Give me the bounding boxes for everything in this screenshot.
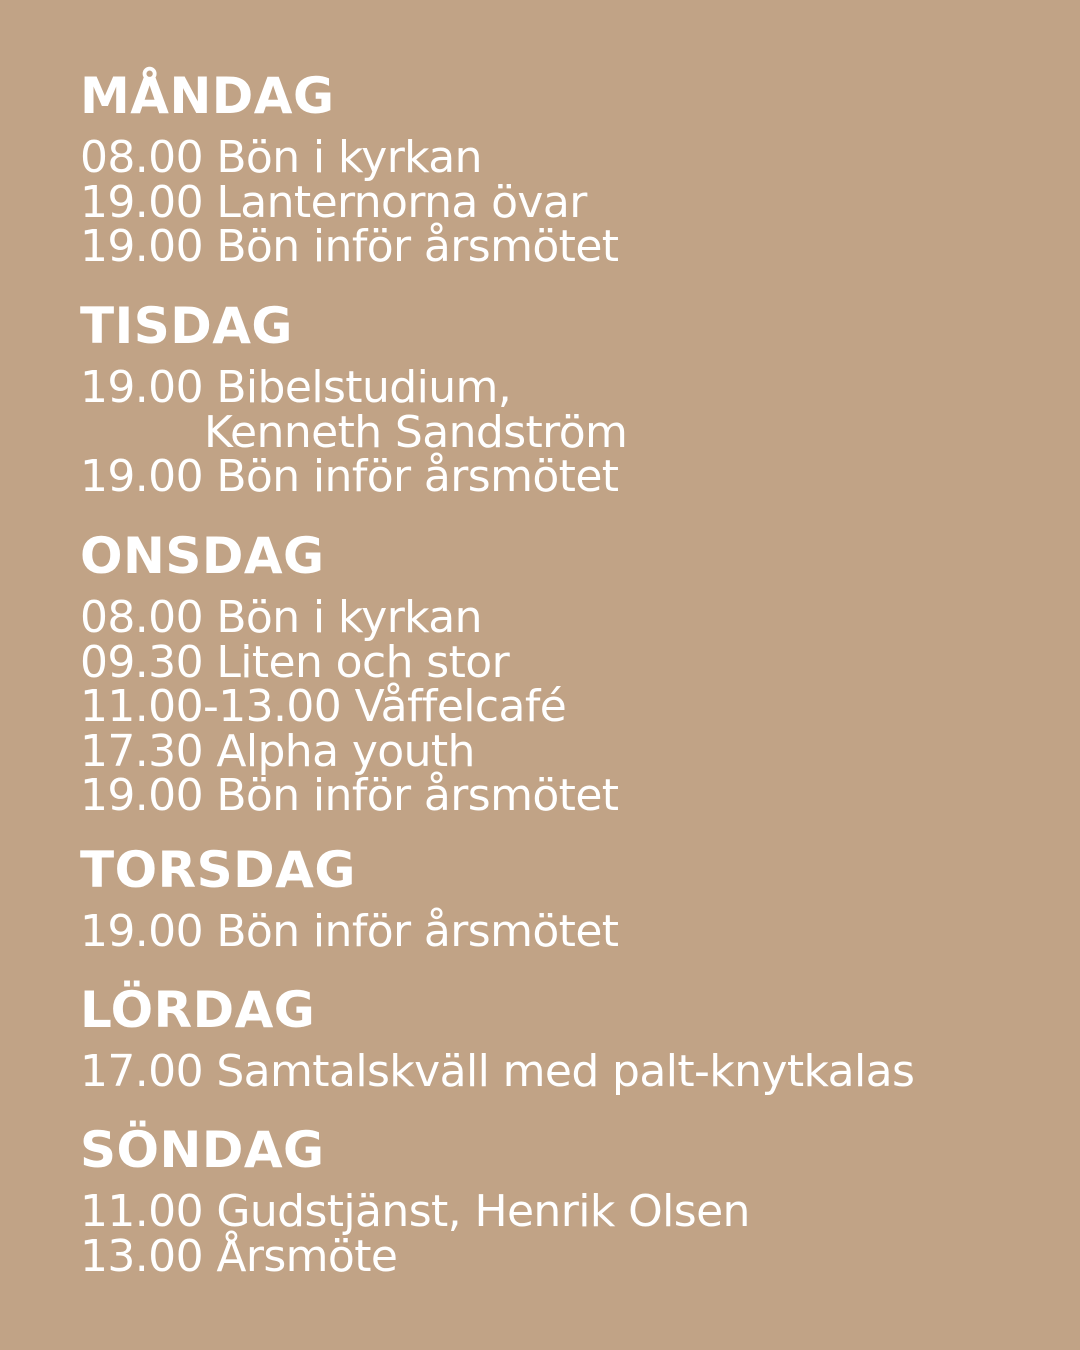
day-title: TISDAG <box>80 297 293 355</box>
event-list <box>80 362 1040 502</box>
event-item: 19.00 Lanternorna övar <box>80 176 587 228</box>
day-title: TORSDAG <box>80 841 356 899</box>
event-item: 17.30 Alpha youth <box>80 725 475 777</box>
event-item: 17.00 Samtalskväll med palt-knytkalas <box>80 1046 915 1097</box>
event-item: 19.00 Bibelstudium, <box>80 362 512 413</box>
event-list <box>80 1046 1040 1097</box>
event-item-continuation: Kenneth Sandström <box>204 406 628 458</box>
day-title: MÅNDAG <box>80 67 335 125</box>
day-tuesday <box>80 298 1040 500</box>
day-title: ONSDAG <box>80 527 325 585</box>
event-item: 09.30 Liten och stor <box>80 636 510 688</box>
event-item: 19.00 Bön inför årsmötet <box>80 451 619 502</box>
day-thursday <box>80 842 1040 955</box>
event-list <box>80 906 1040 957</box>
event-item: 08.00 Bön i kyrkan <box>80 132 482 183</box>
event-item: 19.00 Bön inför årsmötet <box>80 906 619 957</box>
day-wednesday <box>80 528 1040 819</box>
day-title: LÖRDAG <box>80 981 316 1039</box>
event-item: 19.00 Bön inför årsmötet <box>80 770 619 821</box>
day-saturday <box>80 982 1040 1095</box>
event-item: 13.00 Årsmöte <box>80 1230 398 1282</box>
event-list <box>80 592 1040 821</box>
event-item: 11.00-13.00 Våffelcafé <box>80 681 567 732</box>
event-item: 19.00 Bön inför årsmötet <box>80 221 619 272</box>
day-title: SÖNDAG <box>80 1121 325 1179</box>
event-list <box>80 132 1040 272</box>
day-sunday <box>80 1121 1040 1282</box>
day-monday <box>80 68 1040 270</box>
event-item: 08.00 Bön i kyrkan <box>80 592 482 643</box>
event-item: 11.00 Gudstjänst, Henrik Olsen <box>80 1186 750 1237</box>
event-list <box>80 1186 1040 1282</box>
